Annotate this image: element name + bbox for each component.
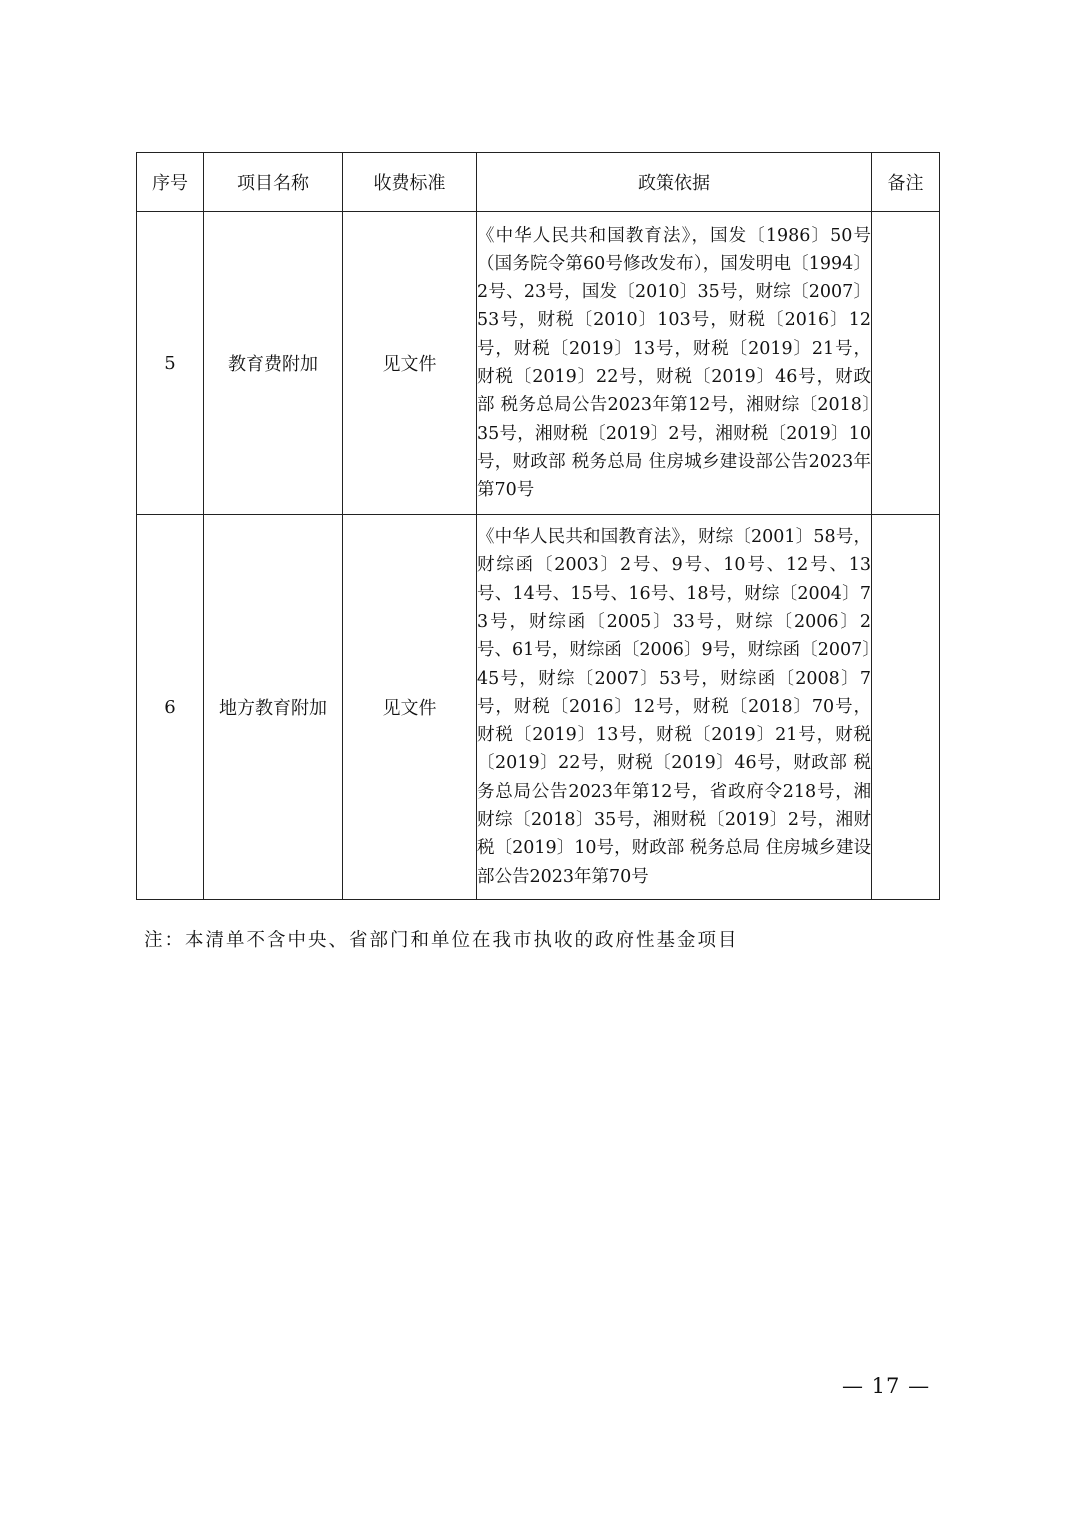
cell-remarks [872, 515, 940, 900]
header-remarks: 备注 [872, 153, 940, 212]
footnote: 注：本清单不含中央、省部门和单位在我市执收的政府性基金项目 [144, 930, 739, 951]
cell-policy-basis: 《中华人民共和国教育法》，财综〔2001〕58号，财综函〔2003〕2号、9号、10号、12号、13号、14号、15号、16号、18号，财综〔2004〕73号，财综函〔2005〕33号，财综〔2006〕2号、61号，财综函〔2006〕9号，财综函〔2007〕45号，财综〔2007〕53号，财综函〔2008〕7号，财税〔2016〕12号，财税〔2018〕70号，财税〔2019〕13号，财税〔2019〕21号，财税〔2019〕22号，财税〔2019〕46号，财政部 税务总局公告2023年第12号，省政府令218号，湘财综〔2018〕35号，湘财税〔2019〕2号，湘财税〔2019〕10号，财政部 税务总局 住房城乡建设部公告2023年第70号 [477, 515, 872, 900]
cell-item-name: 地方教育附加 [204, 515, 343, 900]
table-header-row [137, 153, 940, 212]
header-fee-standard: 收费标准 [343, 153, 477, 212]
cell-item-name: 教育费附加 [204, 212, 343, 515]
table-row [137, 515, 940, 900]
cell-fee-standard: 见文件 [343, 515, 477, 900]
cell-serial-no: 6 [137, 515, 204, 900]
cell-policy-basis: 《中华人民共和国教育法》，国发〔1986〕50号（国务院令第60号修改发布），国发明电〔1994〕2号、23号，国发〔2010〕35号，财综〔2007〕53号，财税〔2010〕103号，财税〔2016〕12号，财税〔2019〕13号，财税〔2019〕21号，财税〔2019〕22号，财税〔2019〕46号，财政部 税务总局公告2023年第12号，湘财综〔2018〕35号，湘财税〔2019〕2号，湘财税〔2019〕10号，财政部 税务总局 住房城乡建设部公告2023年第70号 [477, 212, 872, 515]
table-row [137, 212, 940, 515]
cell-serial-no: 5 [137, 212, 204, 515]
fee-table [136, 152, 940, 900]
cell-fee-standard: 见文件 [343, 212, 477, 515]
header-policy-basis: 政策依据 [477, 153, 872, 212]
page-number: — 17 — [842, 1374, 931, 1398]
header-serial-no: 序号 [137, 153, 204, 212]
header-item-name: 项目名称 [204, 153, 343, 212]
cell-remarks [872, 212, 940, 515]
